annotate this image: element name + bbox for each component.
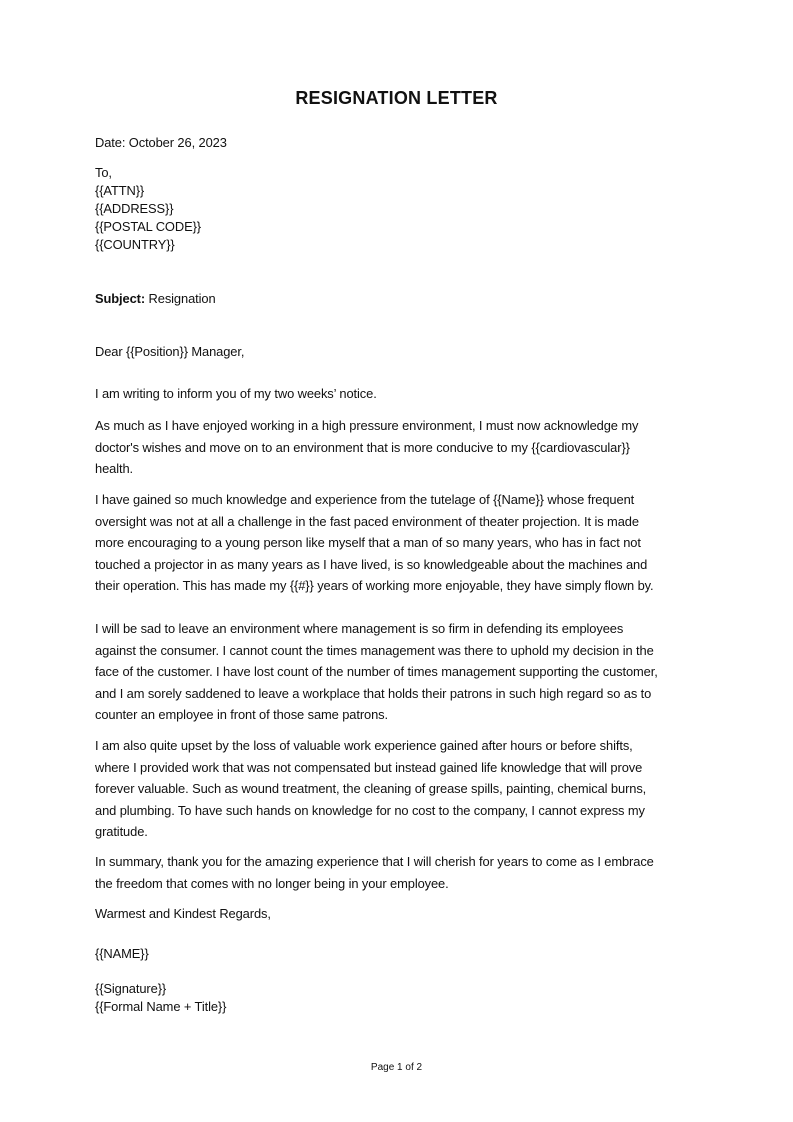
paragraph-2 (95, 415, 705, 480)
paragraph-line: counter an employee in front of those same patrons. (95, 707, 388, 723)
address-street: {{ADDRESS}} (95, 201, 174, 216)
closing: Warmest and Kindest Regards, (95, 906, 271, 921)
paragraph-line: doctor's wishes and move on to an environment that is more conducive to my {{cardiovascular}} (95, 439, 630, 455)
paragraph-line: I will be sad to leave an environment where management is so firm in defending its employees (95, 621, 624, 636)
paragraph-line: and plumbing. To have such hands on knowledge for no cost to the company, I cannot express my (95, 802, 645, 818)
document-title: RESIGNATION LETTER (295, 88, 498, 108)
paragraph-line: the freedom that comes with no longer being in your employee. (95, 875, 449, 891)
paragraph-line: face of the customer. I have lost count of the number of times management supporting the customer, (95, 664, 658, 680)
sender-name: {{NAME}} (95, 946, 149, 961)
subject-value: Resignation (145, 291, 216, 306)
paragraph-line: As much as I have enjoyed working in a high pressure environment, I must now acknowledge my (95, 418, 639, 433)
subject-line (95, 288, 705, 310)
paragraph-line: and I am sorely saddened to leave a workplace that holds their patrons in such high regard so as to (95, 685, 652, 701)
paragraph-4 (95, 618, 705, 726)
address-attn: {{ATTN}} (95, 183, 145, 198)
signature-block (95, 980, 705, 1016)
address-country: {{COUNTRY}} (95, 237, 175, 252)
paragraph-3 (95, 489, 705, 597)
address-to: To, (95, 165, 112, 180)
paragraph-5 (95, 735, 705, 843)
page-number: Page 1 of 2 (370, 1062, 423, 1073)
paragraph-line: forever valuable. Such as wound treatment, the cleaning of grease spills, painting, chemical burns, (95, 781, 647, 797)
paragraph-line: In summary, thank you for the amazing experience that I will cherish for years to come as I embrace (95, 854, 654, 869)
date-line: Date: October 26, 2023 (95, 135, 227, 150)
formal-name-line: {{Formal Name + Title}} (95, 999, 227, 1014)
paragraph-line: gratitude. (95, 824, 148, 840)
paragraph-line: I am writing to inform you of my two weeks’ notice. (95, 386, 377, 401)
paragraph-line: where I provided work that was not compensated but instead gained life knowledge that will prove (95, 759, 643, 775)
paragraph-1 (95, 383, 705, 405)
signature-line: {{Signature}} (95, 981, 167, 996)
paragraph-line: touched a projector in as many years as I have lived, is so knowledgeable about the machines and (95, 556, 648, 572)
paragraph-line: I have gained so much knowledge and experience from the tutelage of {{Name}} whose frequent (95, 492, 635, 507)
paragraph-line: oversight was not at all a challenge in the fast paced environment of theater projection. It is made (95, 513, 639, 529)
salutation: Dear {{Position}} Manager, (95, 344, 245, 359)
paragraph-line: against the consumer. I cannot count the times management was there to uphold my decision in the (95, 642, 654, 658)
subject-label: Subject: (95, 291, 146, 306)
paragraph-line: more encouraging to a young person like myself that a man of so many years, who has in fact not (95, 535, 641, 551)
address-postal-code: {{POSTAL CODE}} (95, 219, 201, 234)
paragraph-line: their operation. This has made my {{#}} years of working more enjoyable, they have simply flown by. (95, 578, 654, 594)
recipient-address (95, 164, 705, 254)
paragraph-6 (95, 851, 705, 894)
paragraph-line: health. (95, 461, 134, 477)
paragraph-line: I am also quite upset by the loss of valuable work experience gained after hours or before shifts, (95, 738, 633, 753)
